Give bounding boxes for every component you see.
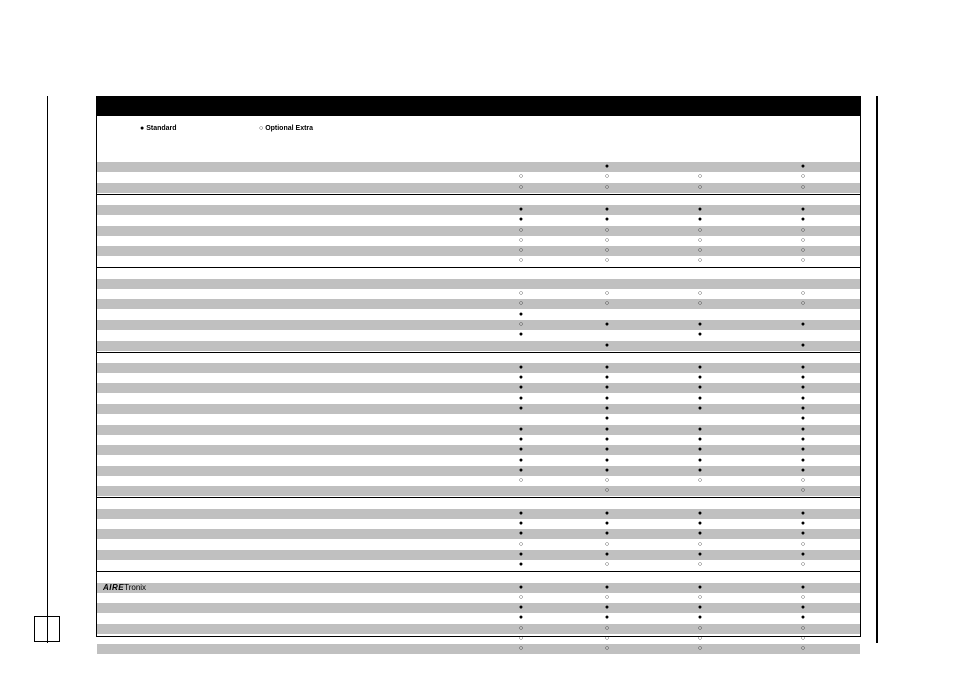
optional-bullet-icon: ○ — [518, 635, 524, 642]
standard-bullet-icon: ● — [697, 520, 703, 527]
optional-bullet-icon: ○ — [697, 290, 703, 297]
table-row — [97, 162, 860, 172]
table-row — [97, 320, 860, 330]
standard-bullet-icon: ● — [800, 425, 806, 433]
standard-bullet-icon: ● — [697, 550, 703, 558]
standard-bullet-icon: ● — [604, 435, 610, 443]
optional-bullet-icon: ○ — [800, 487, 806, 495]
standard-bullet-icon: ● — [800, 394, 806, 402]
table-row — [97, 445, 860, 455]
standard-bullet-icon: ● — [518, 394, 524, 402]
table-row — [97, 634, 860, 644]
optional-bullet-icon: ○ — [604, 624, 610, 632]
table-row — [97, 195, 860, 205]
optional-bullet-icon: ○ — [697, 477, 703, 485]
table-row — [97, 476, 860, 486]
standard-bullet-icon: ● — [697, 205, 703, 213]
legend-standard — [140, 125, 177, 132]
optional-bullet-icon: ○ — [697, 540, 703, 548]
standard-bullet-icon: ● — [800, 466, 806, 474]
standard-bullet-icon: ● — [604, 614, 610, 622]
optional-bullet-icon: ○ — [604, 540, 610, 548]
table-row — [97, 205, 860, 215]
standard-bullet-icon: ● — [518, 405, 524, 412]
standard-bullet-icon: ● — [518, 331, 524, 339]
standard-bullet-icon: ● — [518, 384, 524, 392]
optional-bullet-icon: ○ — [800, 183, 806, 191]
standard-bullet-icon: ● — [800, 509, 806, 517]
standard-bullet-icon: ● — [800, 216, 806, 224]
table-row — [97, 226, 860, 236]
table-row — [97, 404, 860, 414]
optional-bullet-icon: ○ — [697, 236, 703, 244]
table-row — [97, 509, 860, 519]
optional-bullet-icon: ○ — [800, 173, 806, 181]
table-row — [97, 310, 860, 320]
specification-table — [96, 96, 861, 653]
brand-logo-bold: AIRE — [103, 582, 125, 592]
standard-bullet-icon: ● — [697, 509, 703, 517]
standard-bullet-icon: ● — [604, 374, 610, 382]
optional-bullet-icon: ○ — [697, 257, 703, 265]
standard-bullet-icon: ● — [697, 394, 703, 402]
standard-bullet-icon: ● — [604, 205, 610, 213]
optional-bullet-icon: ○ — [518, 257, 524, 265]
table-row — [97, 289, 860, 299]
table-row — [97, 613, 860, 623]
standard-bullet-icon: ● — [800, 374, 806, 382]
standard-bullet-icon: ● — [697, 435, 703, 443]
left-margin-rule — [47, 96, 48, 643]
table-row — [97, 353, 860, 363]
standard-bullet-icon: ● — [697, 374, 703, 382]
standard-bullet-icon: ● — [800, 341, 806, 349]
standard-bullet-icon: ● — [518, 216, 524, 224]
brand-logo-light: Tronix — [124, 582, 147, 592]
table-row — [97, 373, 860, 383]
table-row — [97, 268, 860, 278]
table-row — [97, 519, 860, 529]
optional-bullet-icon: ○ — [604, 477, 610, 485]
standard-bullet-icon: ● — [697, 320, 703, 328]
standard-bullet-icon: ● — [800, 614, 806, 622]
standard-bullet-icon: ● — [604, 363, 610, 371]
standard-bullet-icon: ● — [604, 550, 610, 558]
optional-bullet-icon: ○ — [697, 226, 703, 234]
optional-bullet-icon: ○ — [800, 635, 806, 642]
optional-bullet-icon: ○ — [697, 624, 703, 632]
standard-bullet-icon: ● — [604, 520, 610, 527]
optional-extra-label: Optional Extra — [265, 125, 314, 132]
standard-bullet-icon: ● — [800, 530, 806, 538]
optional-bullet-icon: ○ — [800, 645, 806, 653]
table-row — [97, 279, 860, 289]
standard-bullet-icon: ● — [800, 405, 806, 412]
standard-bullet-icon: ● — [697, 466, 703, 474]
optional-bullet-icon: ○ — [518, 173, 524, 181]
standard-bullet-icon: ● — [604, 509, 610, 517]
table-row — [97, 583, 860, 593]
table-row — [97, 560, 860, 570]
standard-bullet-icon: ● — [697, 583, 703, 591]
standard-bullet-icon: ● — [800, 205, 806, 213]
standard-bullet-icon: ● — [140, 125, 145, 132]
table-row — [97, 363, 860, 373]
standard-bullet-icon: ● — [800, 415, 806, 423]
standard-bullet-icon: ● — [518, 550, 524, 558]
optional-bullet-icon: ○ — [518, 320, 524, 328]
standard-bullet-icon: ● — [604, 405, 610, 412]
standard-bullet-icon: ● — [697, 604, 703, 612]
standard-bullet-icon: ● — [800, 384, 806, 392]
standard-bullet-icon: ● — [604, 341, 610, 349]
optional-bullet-icon: ○ — [518, 593, 524, 601]
standard-bullet-icon: ● — [518, 614, 524, 622]
optional-bullet-icon: ○ — [518, 226, 524, 234]
standard-bullet-icon: ● — [604, 604, 610, 612]
table-row — [97, 425, 860, 435]
page-number-box — [34, 616, 60, 642]
table-row — [97, 456, 860, 466]
standard-bullet-icon: ● — [518, 561, 524, 569]
optional-bullet-icon: ○ — [604, 635, 610, 642]
optional-bullet-icon: ○ — [800, 236, 806, 244]
standard-bullet-icon: ● — [800, 363, 806, 371]
optional-bullet-icon: ○ — [697, 561, 703, 569]
optional-bullet-icon: ○ — [697, 247, 703, 255]
optional-bullet-icon: ○ — [604, 173, 610, 181]
table-row — [97, 644, 860, 654]
table-row — [97, 383, 860, 393]
optional-bullet-icon: ○ — [604, 183, 610, 191]
standard-bullet-icon: ● — [518, 363, 524, 371]
optional-bullet-icon: ○ — [697, 593, 703, 601]
optional-bullet-icon: ○ — [604, 487, 610, 495]
standard-bullet-icon: ● — [518, 509, 524, 517]
standard-bullet-icon: ● — [518, 530, 524, 538]
standard-bullet-icon: ● — [800, 604, 806, 612]
optional-bullet-icon: ○ — [800, 477, 806, 485]
table-row — [97, 572, 860, 582]
optional-bullet-icon: ○ — [518, 540, 524, 548]
optional-bullet-icon: ○ — [518, 290, 524, 297]
optional-bullet-icon: ○ — [518, 624, 524, 632]
table-row — [97, 414, 860, 424]
table-row — [97, 215, 860, 225]
optional-bullet-icon: ○ — [604, 226, 610, 234]
table-row — [97, 246, 860, 256]
standard-bullet-icon: ● — [604, 583, 610, 591]
standard-bullet-icon: ● — [697, 446, 703, 454]
table-row — [97, 236, 860, 246]
optional-bullet-icon: ○ — [800, 593, 806, 601]
optional-bullet-icon: ○ — [697, 173, 703, 181]
optional-bullet-icon: ○ — [604, 300, 610, 308]
standard-bullet-icon: ● — [518, 310, 524, 318]
optional-bullet-icon: ○ — [697, 183, 703, 191]
standard-bullet-icon: ● — [518, 435, 524, 443]
standard-bullet-icon: ● — [697, 331, 703, 339]
standard-bullet-icon: ● — [604, 446, 610, 454]
standard-bullet-icon: ● — [697, 384, 703, 392]
standard-bullet-icon: ● — [604, 425, 610, 433]
optional-bullet-icon: ○ — [518, 645, 524, 653]
optional-bullet-icon: ○ — [604, 257, 610, 265]
right-margin-rule — [876, 96, 878, 643]
standard-bullet-icon: ● — [697, 405, 703, 412]
table-row — [97, 256, 860, 266]
optional-bullet-icon: ○ — [518, 477, 524, 485]
optional-bullet-icon: ○ — [800, 300, 806, 308]
standard-bullet-icon: ● — [604, 530, 610, 538]
standard-bullet-icon: ● — [800, 163, 806, 170]
optional-bullet-icon: ○ — [800, 540, 806, 548]
standard-bullet-icon: ● — [697, 614, 703, 622]
optional-bullet-icon: ○ — [697, 635, 703, 642]
standard-bullet-icon: ● — [604, 466, 610, 474]
standard-bullet-icon: ● — [604, 320, 610, 328]
table-row — [97, 550, 860, 560]
standard-bullet-icon: ● — [800, 320, 806, 328]
standard-bullet-icon: ● — [518, 583, 524, 591]
optional-bullet-icon: ○ — [518, 183, 524, 191]
standard-bullet-icon: ● — [697, 363, 703, 371]
standard-bullet-icon: ● — [697, 530, 703, 538]
optional-bullet-icon: ○ — [800, 226, 806, 234]
standard-bullet-icon: ● — [518, 604, 524, 612]
standard-bullet-icon: ● — [697, 456, 703, 464]
optional-bullet-icon: ○ — [697, 300, 703, 308]
table-row — [97, 486, 860, 496]
standard-bullet-icon: ● — [518, 466, 524, 474]
standard-bullet-icon: ● — [604, 415, 610, 423]
standard-label: Standard — [146, 125, 177, 132]
optional-bullet-icon: ○ — [800, 561, 806, 569]
table-row — [97, 394, 860, 404]
standard-bullet-icon: ● — [604, 456, 610, 464]
standard-bullet-icon: ● — [518, 446, 524, 454]
optional-bullet-icon: ○ — [604, 247, 610, 255]
airetronix-logo — [103, 583, 146, 593]
table-row — [97, 341, 860, 351]
standard-bullet-icon: ● — [800, 583, 806, 591]
table-row — [97, 299, 860, 309]
table-row — [97, 624, 860, 634]
standard-bullet-icon: ● — [518, 205, 524, 213]
optional-bullet-icon: ○ — [604, 290, 610, 297]
table-row — [97, 540, 860, 550]
standard-bullet-icon: ● — [518, 456, 524, 464]
table-row — [97, 603, 860, 613]
standard-bullet-icon: ● — [518, 425, 524, 433]
standard-bullet-icon: ● — [800, 446, 806, 454]
standard-bullet-icon: ● — [800, 520, 806, 527]
optional-bullet-icon: ○ — [518, 300, 524, 308]
optional-bullet-icon: ○ — [259, 125, 264, 132]
standard-bullet-icon: ● — [800, 435, 806, 443]
table-row — [97, 466, 860, 476]
table-row — [97, 183, 860, 193]
legend-optional-extra — [259, 125, 313, 132]
table-row — [97, 172, 860, 182]
standard-bullet-icon: ● — [697, 216, 703, 224]
optional-bullet-icon: ○ — [604, 236, 610, 244]
table-header-bar — [97, 97, 860, 116]
table-row — [97, 529, 860, 539]
standard-bullet-icon: ● — [604, 163, 610, 170]
table-row — [97, 498, 860, 508]
standard-bullet-icon: ● — [604, 216, 610, 224]
optional-bullet-icon: ○ — [604, 593, 610, 601]
optional-bullet-icon: ○ — [800, 247, 806, 255]
optional-bullet-icon: ○ — [518, 236, 524, 244]
standard-bullet-icon: ● — [518, 520, 524, 527]
standard-bullet-icon: ● — [518, 374, 524, 382]
standard-bullet-icon: ● — [800, 456, 806, 464]
optional-bullet-icon: ○ — [800, 624, 806, 632]
optional-bullet-icon: ○ — [800, 290, 806, 297]
optional-bullet-icon: ○ — [518, 247, 524, 255]
standard-bullet-icon: ● — [604, 384, 610, 392]
standard-bullet-icon: ● — [800, 550, 806, 558]
standard-bullet-icon: ● — [697, 425, 703, 433]
table-row — [97, 593, 860, 603]
legend — [97, 125, 860, 137]
standard-bullet-icon: ● — [604, 394, 610, 402]
optional-bullet-icon: ○ — [697, 645, 703, 653]
optional-bullet-icon: ○ — [800, 257, 806, 265]
optional-bullet-icon: ○ — [604, 645, 610, 653]
table-row — [97, 330, 860, 340]
table-row — [97, 435, 860, 445]
optional-bullet-icon: ○ — [604, 561, 610, 569]
